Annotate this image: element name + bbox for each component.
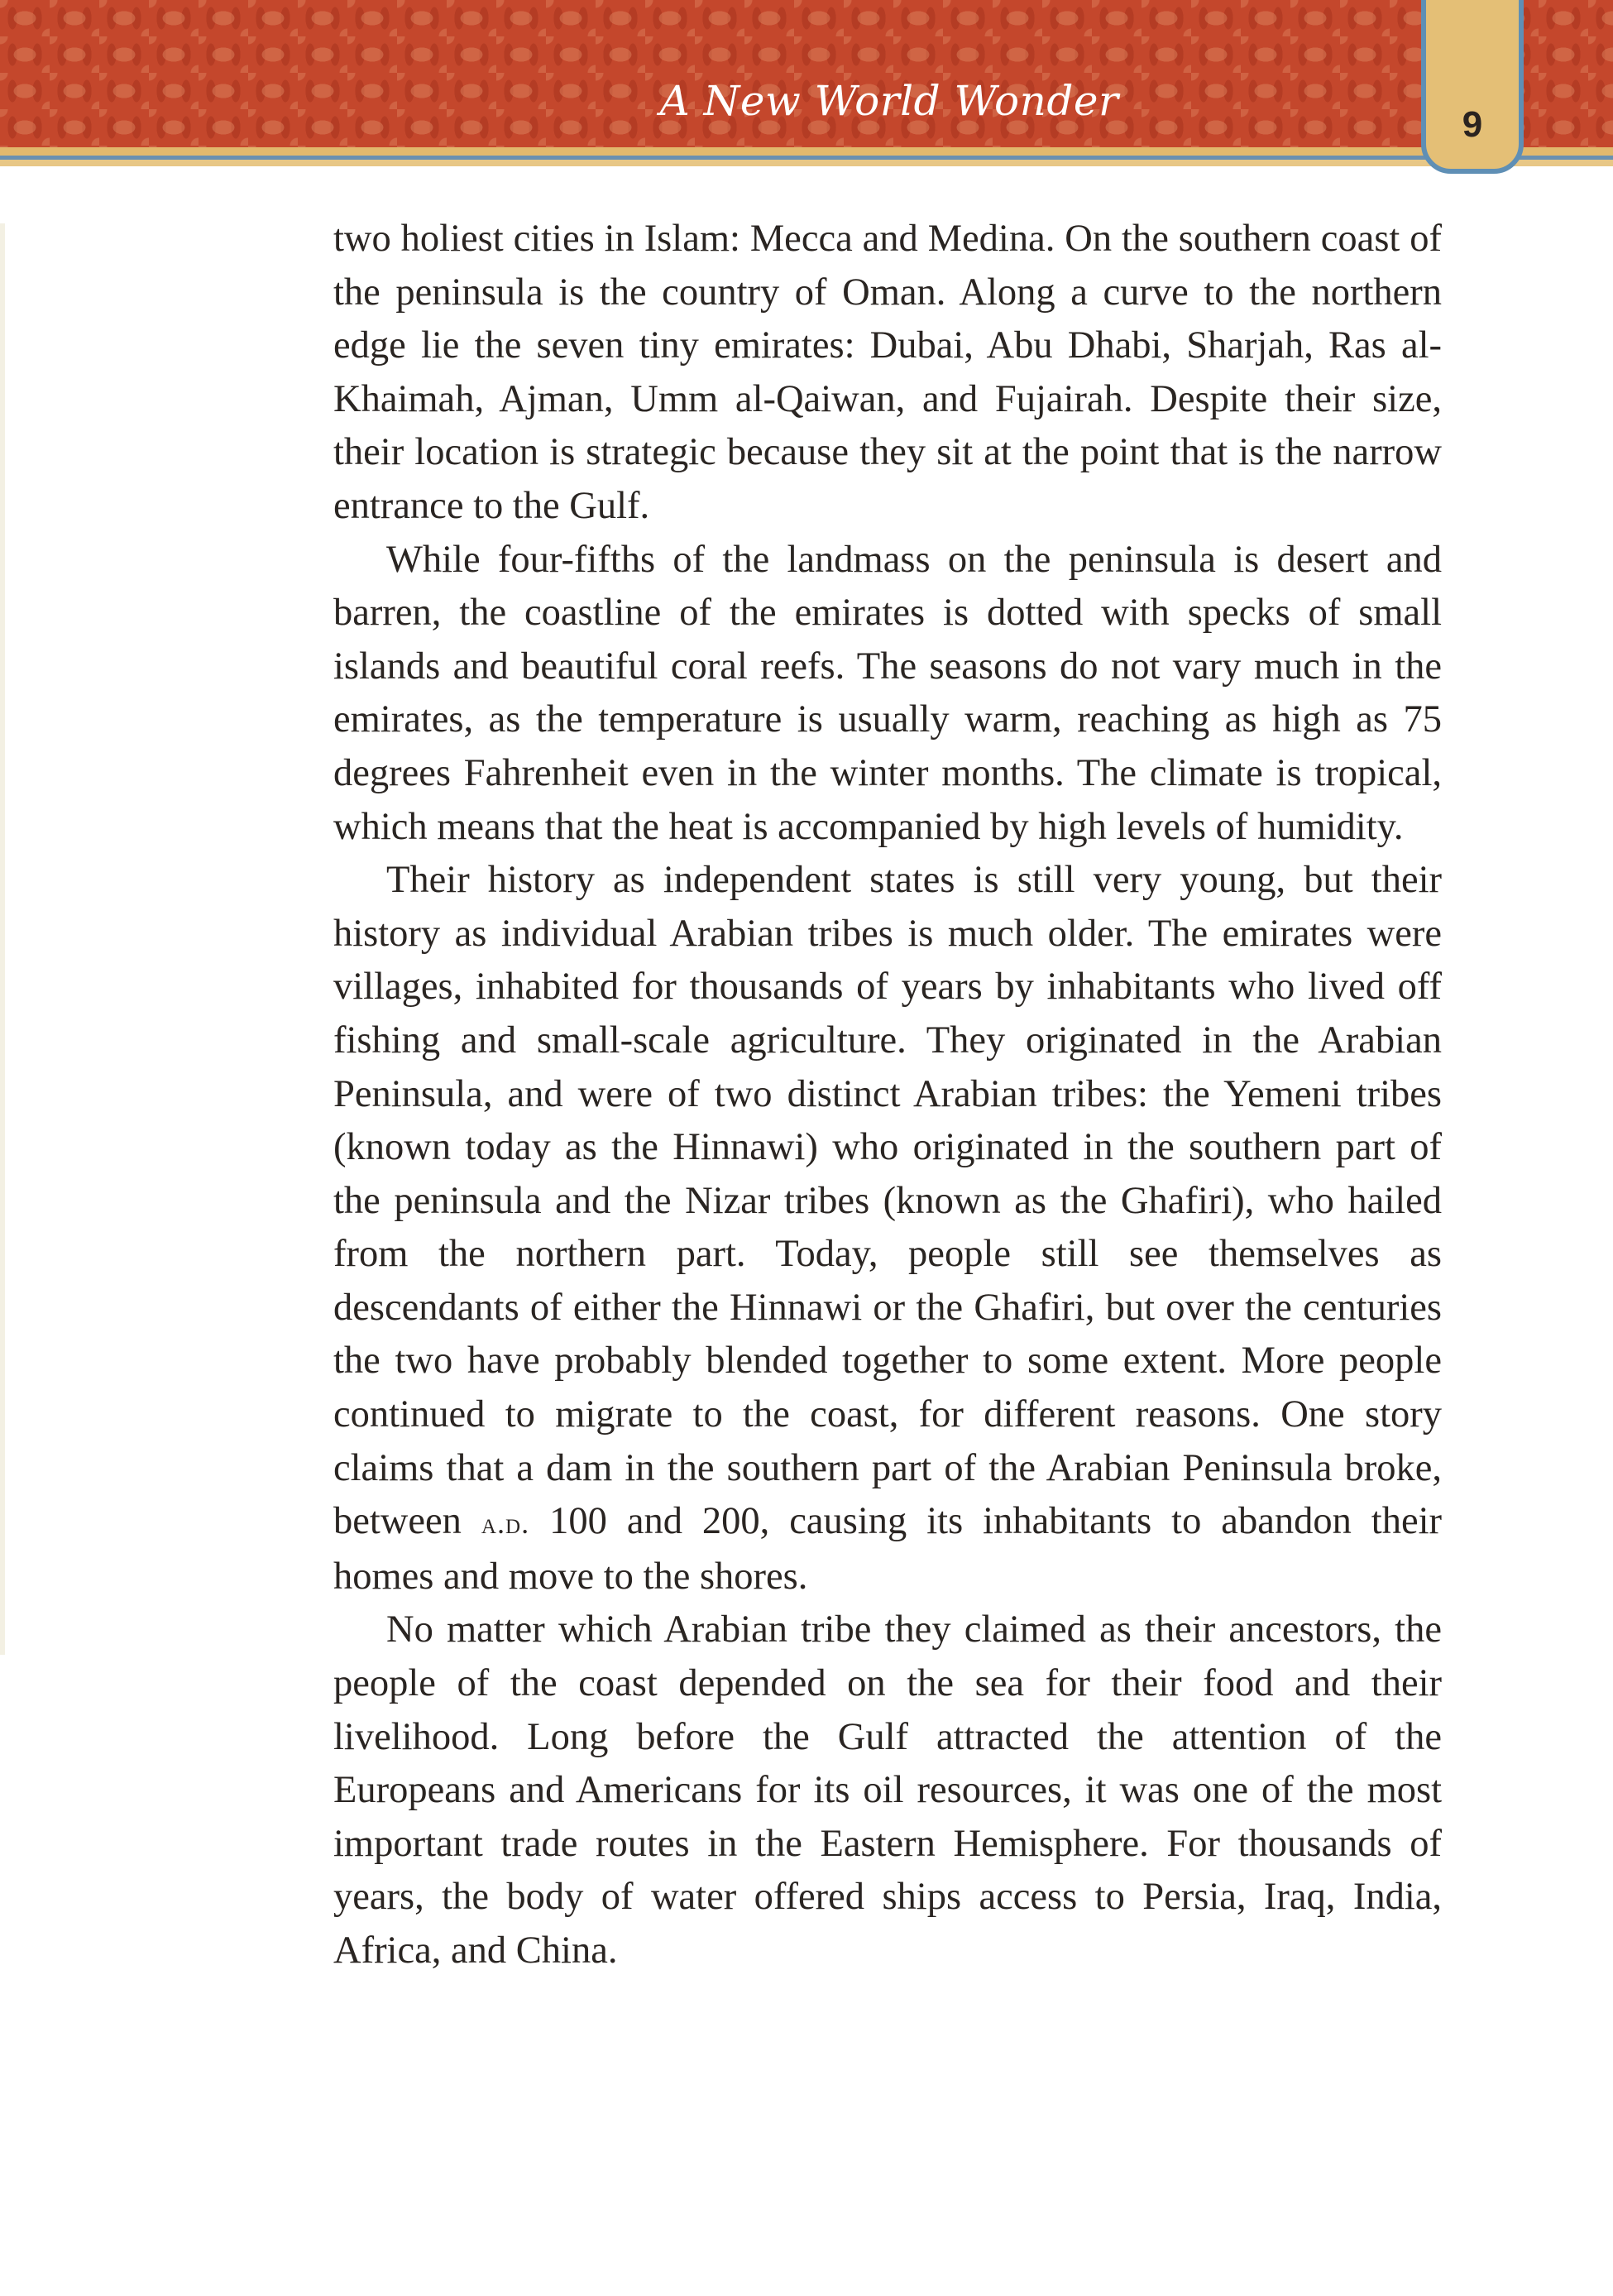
running-title: A New World Wonder — [659, 77, 1119, 125]
paragraph-3 — [333, 854, 1442, 1603]
left-margin-rule — [0, 223, 5, 1655]
paragraph-1: two holiest cities in Islam: Mecca and Medina. On the southern coast of the peninsula is the country of Oman. Along a curve to the northern edge lie the seven tiny emirates: Dubai, Abu Dhabi, Sharjah, Ras al-Khaimah, Ajman, Umm al-Qaiwan, and Fujairah. Despite their size, their location is strategic because they sit at the point that is the narrow entrance to the Gulf. — [333, 218, 1442, 527]
page-number-tab — [1421, 0, 1524, 174]
header-gold-stripe-lower — [0, 160, 1613, 166]
paragraph-3-text-after: 100 and 200, causing its inhabitants to abandon their homes and move to the shores. — [333, 1500, 1443, 1598]
paragraph-4: No matter which Arabian tribe they claimed as their ancestors, the people of the coast depended on the sea for their food and their livelihood. Long before the Gulf attracted the attention of the Europeans and Americans for its oil resources, it was one of the most important trade routes in the Eastern Hemisphere. For thousands of years, the body of water offered ships access to Persia, Iraq, India, Africa, and China. — [333, 1608, 1442, 1972]
page-number: 9 — [1462, 104, 1483, 145]
header-gold-stripe — [0, 147, 1613, 156]
body-text — [333, 213, 1442, 1978]
paragraph-3-text-before: Their history as independent states is still very young, but their history as individual Arabian tribes is much older. The emirates were villages, inhabited for thousands of years by inhabitants who lived off fishing and small-scale agriculture. They originated in the Arabian Peninsula, and were of two distinct Arabian tribes: the Yemeni tribes (known today as the Hinnawi) who originated in the southern part of the peninsula and the Nizar tribes (known as the Ghafiri), who hailed from the northern part. Today, people still see themselves as descendants of either the Hinnawi or the Ghafiri, but over the centuries the two have probably blended together to some extent. More people continued to migrate to the coast, for different reasons. One story claims that a dam in the southern part of the Arabian Peninsula broke, between — [333, 859, 1442, 1543]
era-abbreviation: a.d. — [481, 1507, 530, 1541]
paragraph-2: While four-fifths of the landmass on the peninsula is desert and barren, the coastline of the emirates is dotted with specks of small islands and beautiful coral reefs. The seasons do not vary much in the emirates, as the temperature is usually warm, reaching as high as 75 degrees Fahrenheit even in the winter months. The climate is tropical, which means that the heat is accompanied by high levels of humidity. — [333, 538, 1442, 848]
